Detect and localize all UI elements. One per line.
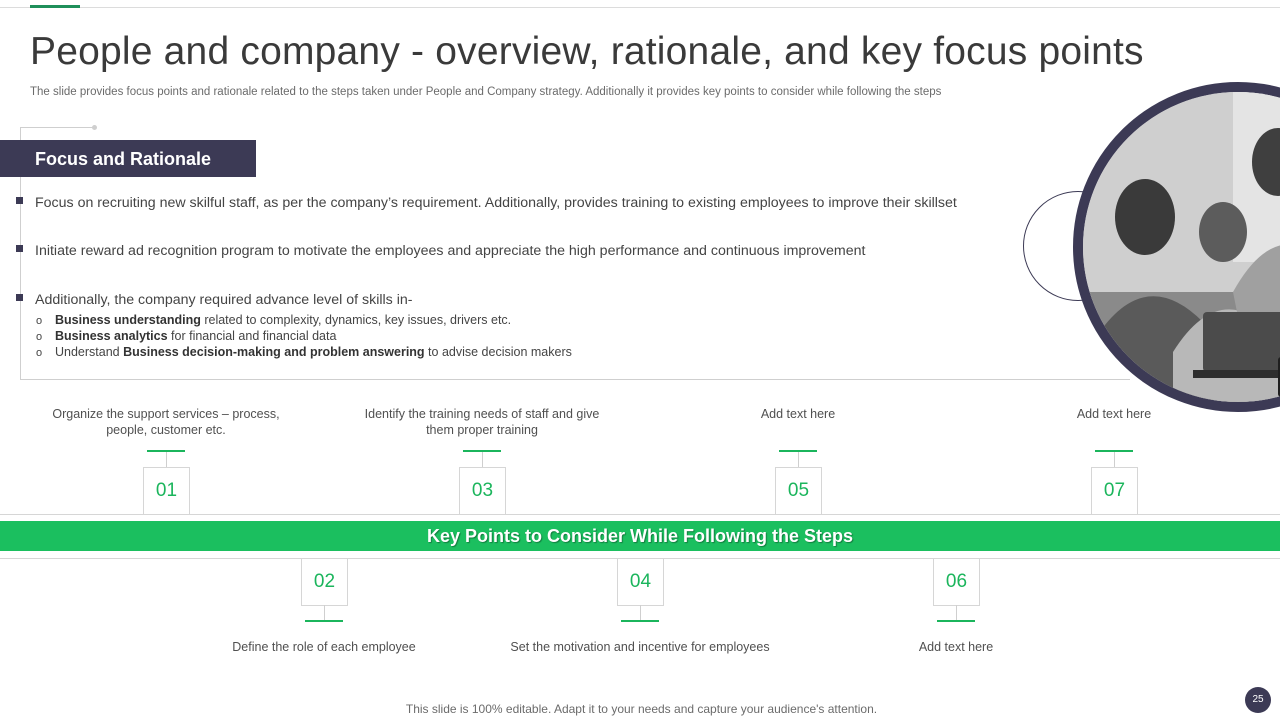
step-06-text: Add text here [918, 640, 994, 654]
circle-bullet-icon: o [36, 331, 43, 343]
step-05-text: Add text here [760, 407, 836, 421]
square-bullet-icon [16, 245, 23, 252]
step-06-tick [937, 620, 975, 622]
page-number-badge: 25 [1245, 687, 1271, 713]
circle-bullet-icon: o [36, 315, 43, 327]
focus-frame-dot [92, 125, 97, 130]
focus-bullet [16, 292, 412, 308]
step-04-connector [640, 605, 641, 621]
step-04-text: Set the motivation and incentive for employees [510, 640, 770, 654]
step-07-connector [1114, 452, 1115, 468]
step-04-number: 04 [617, 558, 664, 606]
focus-banner: Focus and Rationale [0, 140, 256, 177]
focus-frame-top-rule [20, 127, 95, 128]
step-01-connector [166, 452, 167, 468]
square-bullet-icon [16, 197, 23, 204]
sub-item-lead: Understand [55, 345, 124, 359]
step-06-connector [956, 605, 957, 621]
sub-item-rest: related to complexity, dynamics, key issues, drivers etc. [200, 313, 512, 327]
step-07-number: 07 [1091, 467, 1138, 515]
step-04-tick [621, 620, 659, 622]
focus-bullet-text: Initiate reward ad recognition program to motivate the employees and appreciate the high performance and continuous improvement [35, 243, 866, 259]
step-03-number: 03 [459, 467, 506, 515]
focus-bullet [16, 243, 865, 259]
step-01-text: Organize the support services – process, people, customer etc. [52, 407, 280, 437]
key-points-banner: Key Points to Consider While Following the Steps [0, 521, 1280, 551]
sub-item-bold: Business understanding [55, 313, 201, 327]
step-01-number: 01 [143, 467, 190, 515]
focus-bullet-text: Additionally, the company required advance level of skills in- [35, 292, 413, 308]
step-03-text: Identify the training needs of staff and give them proper training [364, 407, 600, 437]
footer-note: This slide is 100% editable. Adapt it to your needs and capture your audience's attention. [405, 702, 878, 716]
sub-item-bold: Business analytics [55, 329, 168, 343]
circle-bullet-icon: o [36, 347, 43, 359]
step-02-number: 02 [301, 558, 348, 606]
step-07-text: Add text here [1076, 407, 1152, 421]
step-06-number: 06 [933, 558, 980, 606]
step-05-number: 05 [775, 467, 822, 515]
band-top-rule [0, 514, 1280, 515]
step-02-connector [324, 605, 325, 621]
top-rule [0, 7, 1280, 8]
step-03-connector [482, 452, 483, 468]
focus-bullet [16, 195, 957, 211]
sub-list-item [36, 313, 572, 329]
skills-sub-list [36, 313, 572, 361]
step-02-text: Define the role of each employee [232, 640, 416, 654]
page-title: People and company - overview, rationale, and key focus points [30, 30, 1144, 73]
sub-list-item [36, 345, 572, 361]
step-02-tick [305, 620, 343, 622]
square-bullet-icon [16, 294, 23, 301]
sub-item-rest: for financial and financial data [167, 329, 337, 343]
sub-item-rest: to advise decision makers [424, 345, 572, 359]
focus-bullet-text: Focus on recruiting new skilful staff, as per the company’s requirement. Additionally, provides training to existing employees to improve their skillset [35, 195, 957, 211]
sub-list-item [36, 329, 572, 345]
step-05-connector [798, 452, 799, 468]
top-accent-bar [30, 5, 80, 8]
sub-item-bold: Business decision-making and problem answering [123, 345, 425, 359]
page-subtitle: The slide provides focus points and rationale related to the steps taken under People and Company strategy. Additionally it provides key points to consider while following the steps [30, 86, 942, 98]
